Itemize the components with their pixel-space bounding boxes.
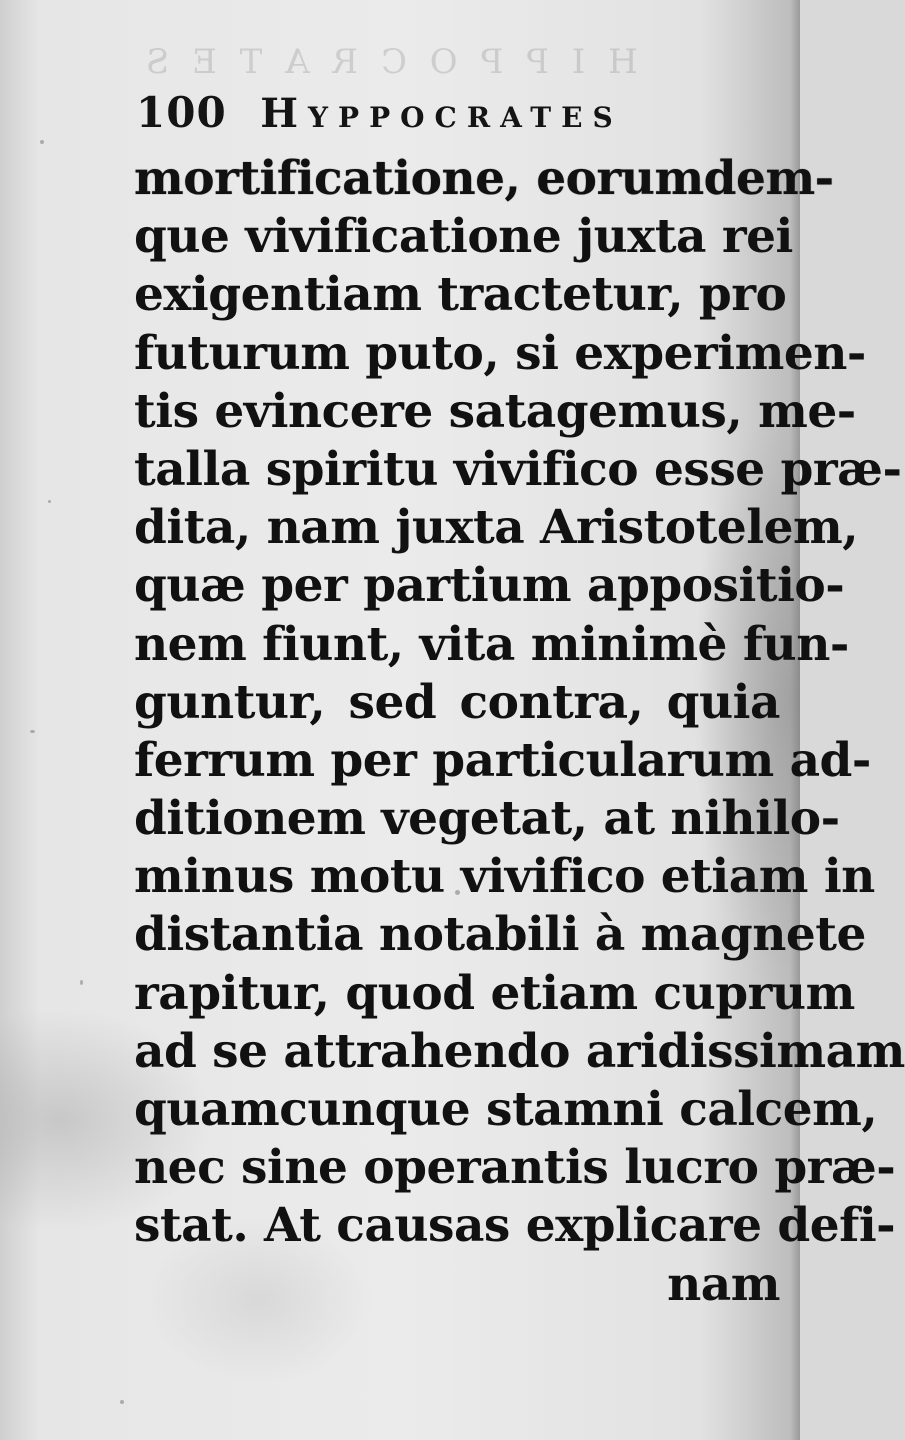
text-line: mortificatione, eorumdem- [134,151,834,206]
text-line: ferrum per particularum ad- [134,732,871,788]
text-line: quæ per partium appositio- [134,558,845,614]
text-line: talla spiritu vivifico esse præ- [134,441,902,497]
text-line: distantia notabili à magnete [134,907,866,963]
text-line: exigentiam tractetur, pro [134,267,787,323]
text-line: nec sine operantis lucro præ- [134,1140,896,1196]
ink-speck [120,1400,124,1404]
text-line: nem fiunt, vita minimè fun- [134,616,849,672]
text-line: quamcunque stamni calcem, [134,1082,878,1137]
ink-speck [48,500,51,503]
page-number: 100 [136,88,227,137]
text-line: guntur, sed contra, quia [134,674,780,730]
text-line: stat. At causas explicare defi- [134,1198,896,1254]
page-header [136,88,623,137]
running-title: Hyppocrates [260,90,623,137]
catchword: nam [667,1256,780,1312]
show-through-text: H I P P O C R A T E S [140,42,638,82]
text-line: que vivificatione juxta rei [134,209,793,265]
text-line: ditionem vegetat, at nihilo- [134,791,840,847]
body-text [134,150,905,1314]
text-line: ad se attrahendo aridissimam [134,1023,905,1079]
text-line: rapitur, quod etiam cuprum [134,965,855,1021]
ink-speck [40,140,44,144]
ink-speck [80,980,83,985]
ink-speck [30,730,35,733]
text-line: futurum puto, si experimen- [134,325,866,381]
text-line: tis evincere satagemus, me- [134,383,856,439]
text-line: dita, nam juxta Aristotelem, [134,500,859,556]
text-line: minus motu vivifico etiam in [134,849,875,905]
